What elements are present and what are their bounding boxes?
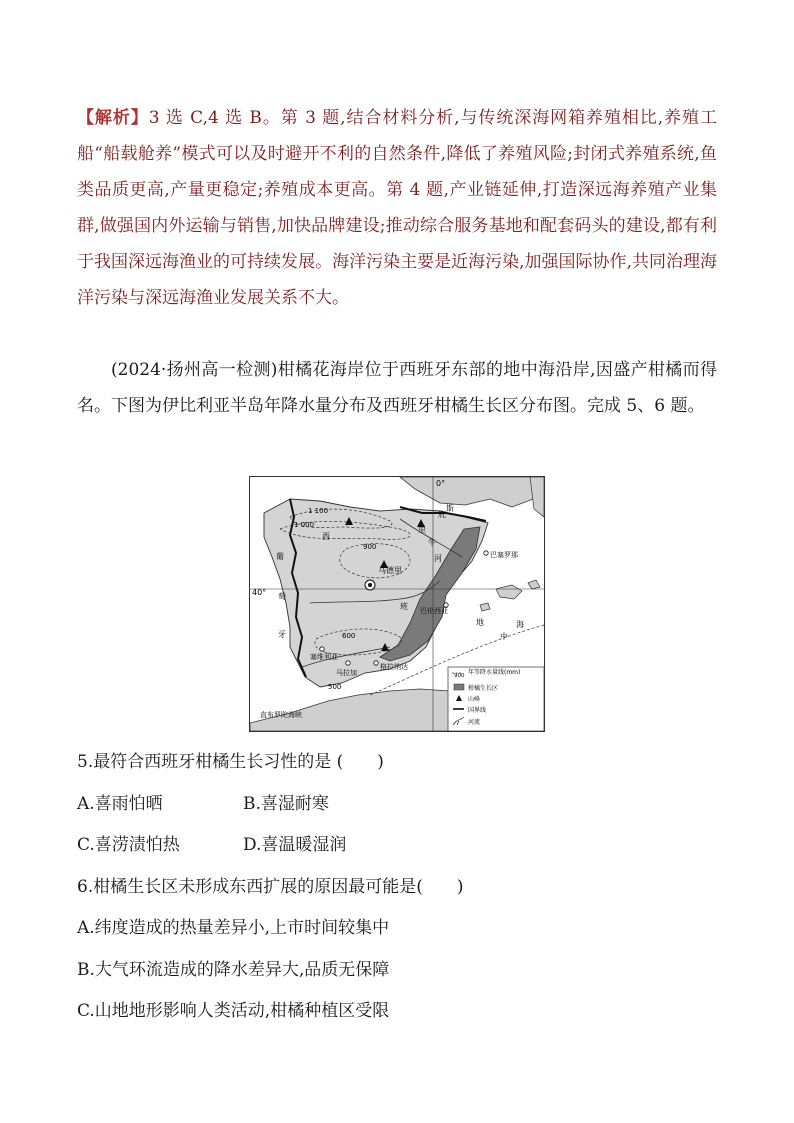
ebro-char: 河	[434, 554, 442, 563]
pyrenees-char: 斯	[446, 504, 454, 513]
portugal-char: 牙	[278, 630, 286, 639]
city-dot-seville	[320, 647, 324, 651]
legend-isohyet: 年等降水量线(mm)	[468, 669, 521, 676]
barcelona-label: 巴塞罗那	[490, 551, 518, 559]
med-char: 地	[476, 618, 484, 627]
q5-options-row-2	[77, 833, 346, 857]
legend-border: 国界线	[468, 707, 487, 714]
pyrenees-char: 牛	[428, 538, 436, 547]
q5-option-a[interactable]: A.喜雨怕晒	[77, 794, 163, 814]
granada-label: 格拉纳达	[380, 663, 408, 671]
med-char: 中	[500, 632, 508, 641]
city-dot-malaga	[346, 661, 350, 665]
isohyet-label-500: 500	[328, 683, 342, 691]
iberia-precipitation-map	[249, 476, 545, 732]
gibraltar-label: 直布罗陀海峡	[260, 711, 302, 719]
question-intro: (2024·扬州高一检测)柑橘花海岸位于西班牙东部的地中海沿岸,因盛产柑橘而得名。下图为伊比利亚半岛年降水量分布及西班牙柑橘生长区分布图。完成 5、6 题。	[77, 360, 717, 416]
isohyet-label-900: 900	[363, 543, 377, 551]
q6-option-b[interactable]: B.大气环流造成的降水差异大,品质无保障	[77, 960, 390, 980]
pyrenees-char: 庇	[438, 510, 446, 519]
lat-label: 40°	[252, 588, 267, 597]
q6-stem: 6.柑橘生长区未形成东西扩展的原因最可能是( )	[77, 877, 464, 897]
portugal-char: 葡	[276, 552, 284, 561]
legend-isohyet-value: 900	[454, 673, 465, 679]
valencia-label: 巴伦西亚	[420, 607, 448, 615]
analysis-paragraph	[77, 100, 717, 316]
malaga-label: 马拉加	[336, 669, 357, 677]
spain-char: 班	[400, 602, 408, 611]
med-char: 海	[516, 620, 524, 629]
q5-option-d[interactable]: D.喜温暖湿润	[243, 835, 347, 855]
q5-stem: 5.最符合西班牙柑橘生长习性的是 ( )	[77, 752, 384, 772]
q5-options-row-1	[77, 792, 329, 816]
q5-option-c[interactable]: C.喜涝渍怕热	[77, 835, 180, 855]
q5-option-b[interactable]: B.喜湿耐寒	[243, 794, 329, 814]
legend-peak: 山峰	[468, 696, 481, 703]
legend-citrus: 柑橘生长区	[468, 685, 499, 692]
city-dot-barcelona	[484, 551, 488, 555]
madrid-label: 马德里	[378, 566, 402, 575]
meridian-label: 0°	[436, 479, 446, 488]
pyrenees-char: 里	[418, 525, 426, 534]
legend-river: 河流	[468, 719, 481, 726]
isohyet-label-600: 600	[342, 632, 356, 640]
isohyet-label-1000: 1 000	[294, 521, 315, 529]
western-char: 西	[322, 532, 330, 541]
map-legend	[448, 667, 544, 731]
analysis-text: 3 选 C,4 选 B。第 3 题,结合材料分析,与传统深海网箱养殖相比,养殖工船“船载舱养”模式可以及时避开不利的自然条件,降低了养殖风险;封闭式养殖系统,鱼类品质更高,产量更稳定;养殖成本更高。第 4 题,产业链延伸,打造深远海养殖产业集群,做强国内外运输与销售,加快品牌建设;推动综合服务基地和配套码头的建设,都有利于我国深远海渔业的可持续发展。海洋污染主要是近海污染,加强国际协作,共同治理海洋污染与深远海渔业发展关系不大。	[77, 108, 717, 308]
q6-option-a[interactable]: A.纬度造成的热量差异小,上市时间较集中	[77, 918, 390, 938]
city-dot-granada	[374, 661, 378, 665]
seville-label: 塞维利亚	[310, 653, 338, 661]
analysis-tag: 【解析】	[77, 108, 149, 128]
isohyet-label-1100: 1 100	[308, 507, 329, 515]
q6-option-c[interactable]: C.山地地形影响人类活动,柑橘种植区受限	[77, 1001, 390, 1021]
portugal-char: 萄	[278, 592, 286, 601]
